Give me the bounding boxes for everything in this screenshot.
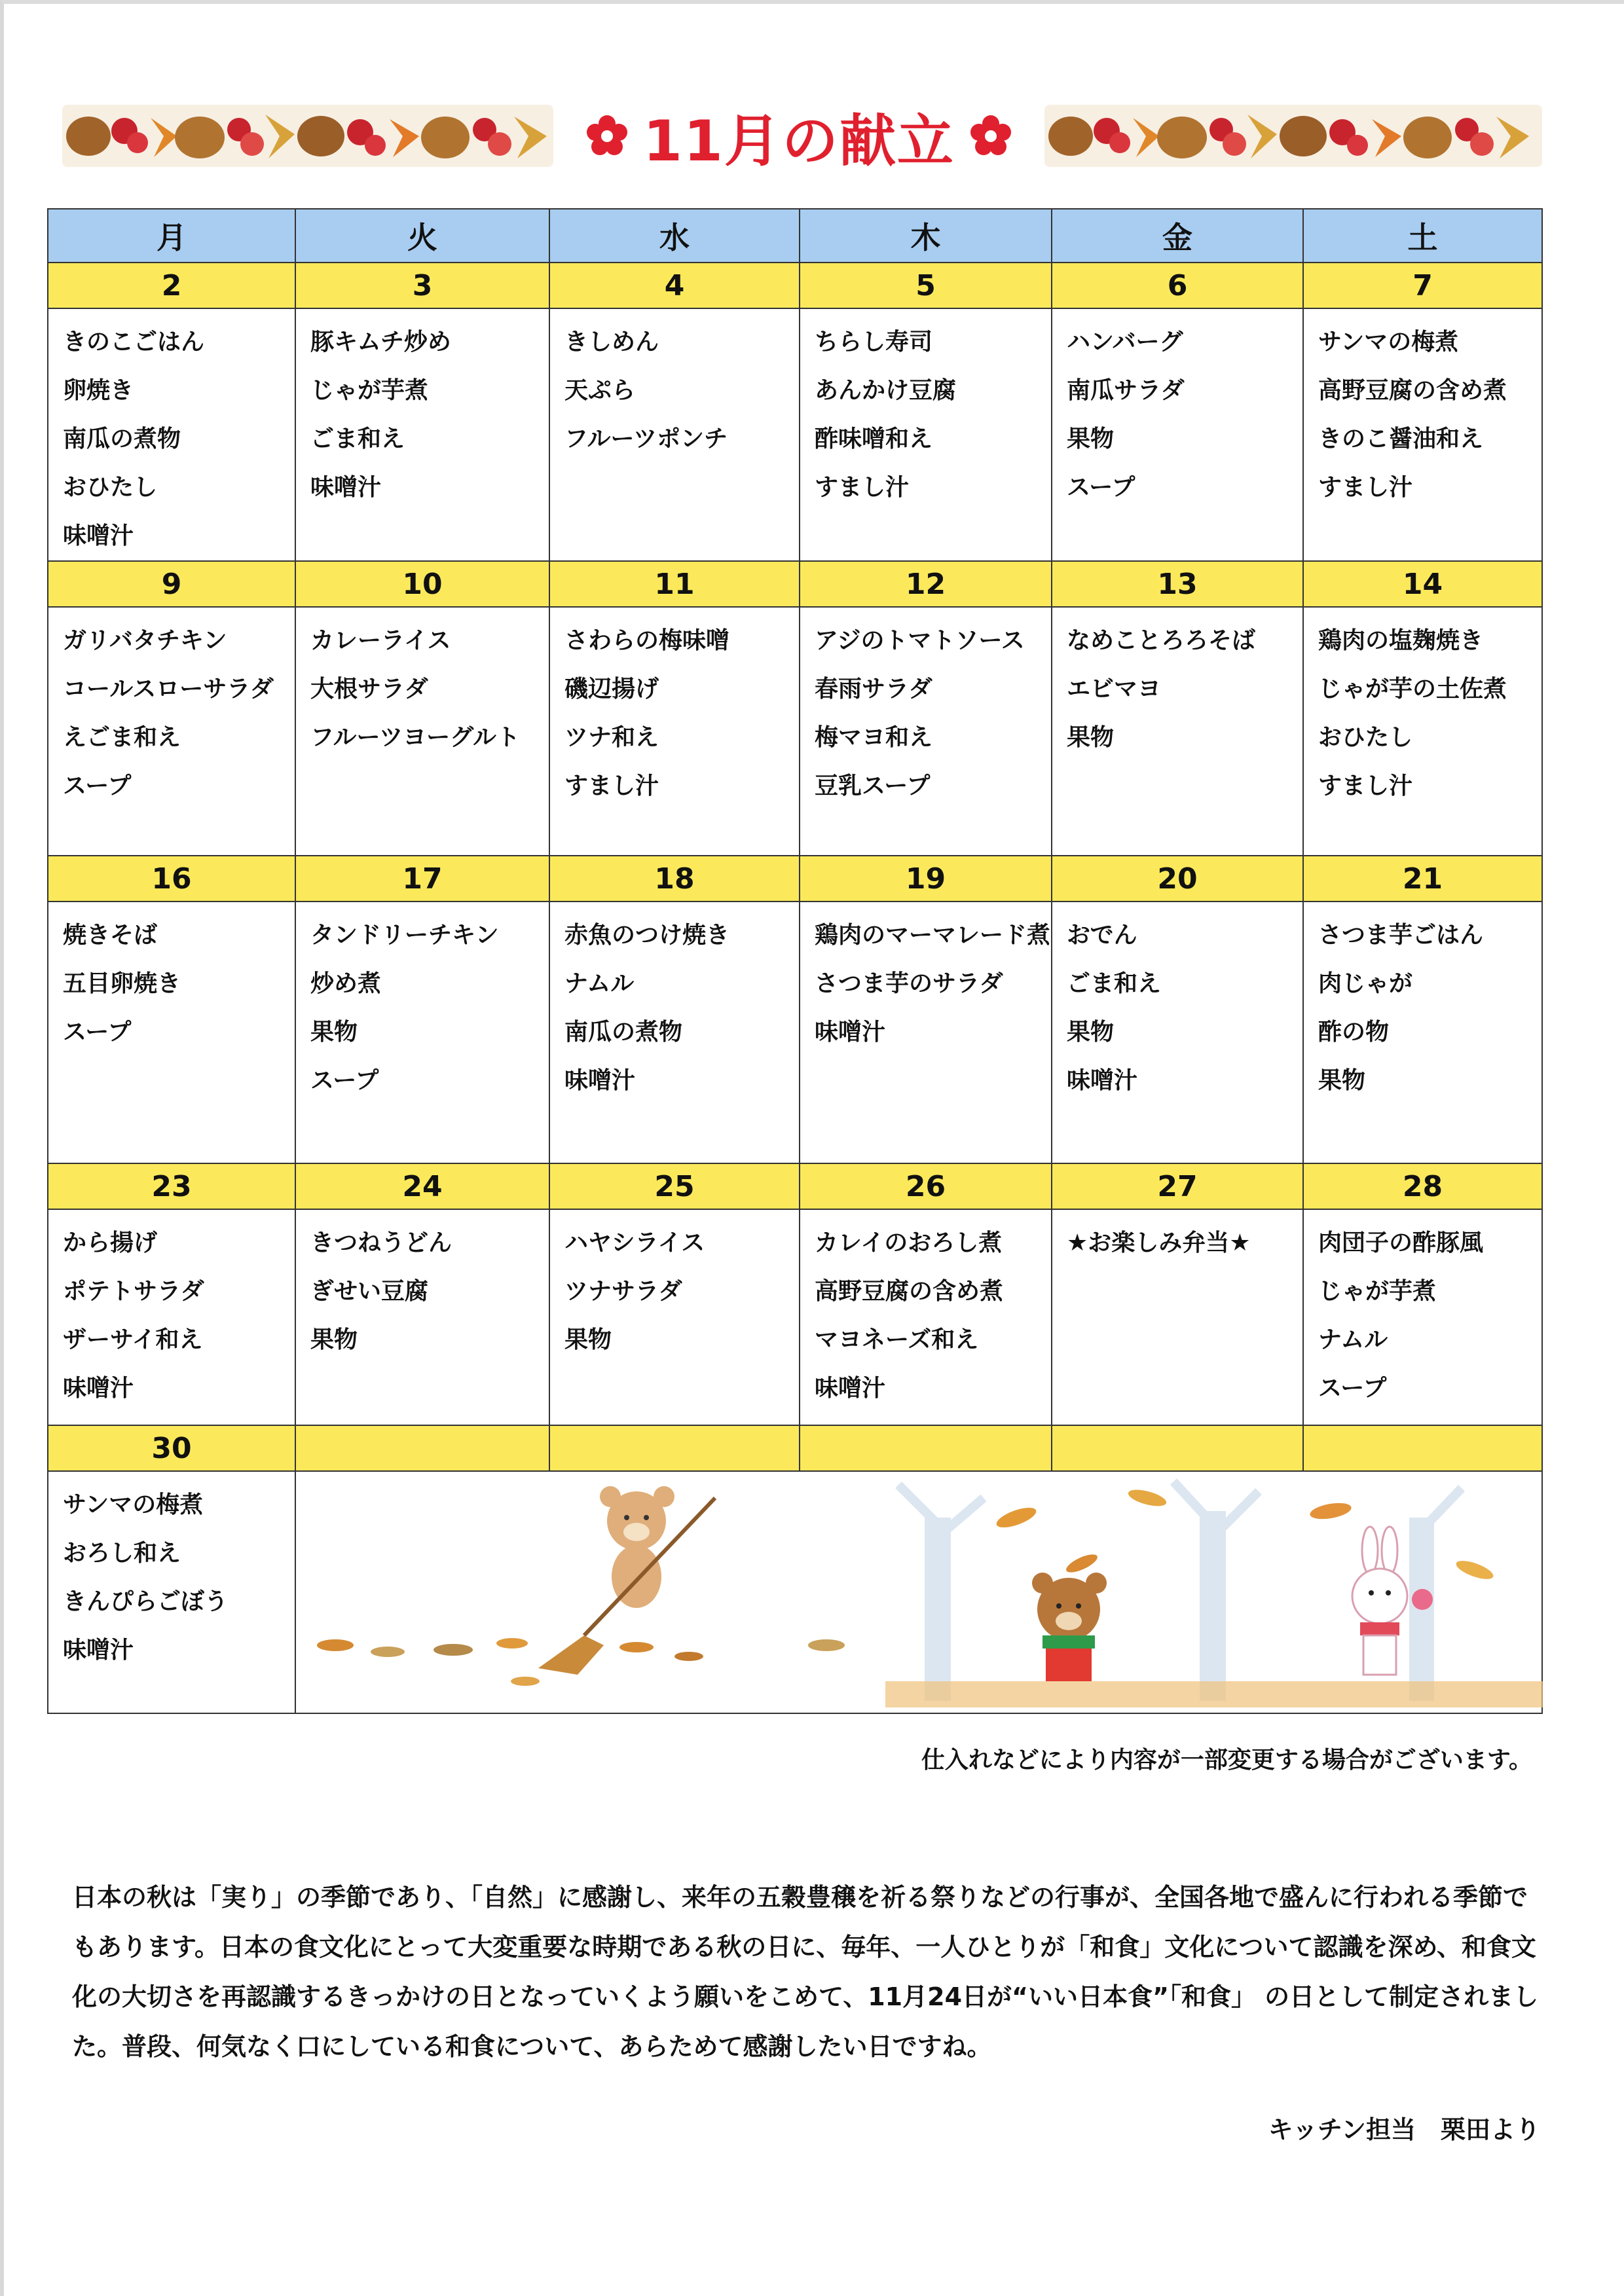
date-cell: 14 [1303,561,1542,607]
menu-item: 豆乳スープ [815,773,931,799]
menu-item: きつねうどん [310,1230,452,1256]
menu-item: ナムル [564,970,635,997]
menu-item: じゃが芋煮 [1318,1278,1437,1305]
menu-item: ぎせい豆腐 [310,1278,429,1305]
menu-cell [1303,902,1542,1163]
menu-cell [800,308,1052,561]
menu-item: 味噌汁 [310,474,382,501]
menu-item: 果物 [1067,1019,1115,1046]
weekday-tue: 火 [295,209,549,263]
menu-cell [1052,902,1303,1163]
menu-item: 豚キムチ炒め [310,329,451,355]
date-row [48,1163,1542,1209]
menu-item: ごま和え [1067,970,1162,997]
date-cell-empty [1303,1425,1542,1471]
menu-item: カレイのおろし煮 [815,1230,1003,1256]
menu-item: スープ [1318,1375,1387,1402]
menu-cell [48,1471,295,1713]
date-cell: 9 [48,561,295,607]
date-cell: 26 [800,1163,1052,1209]
menu-item: すまし汁 [1318,474,1413,501]
menu-cell [295,902,549,1163]
date-cell-empty [800,1425,1052,1471]
menu-item: すまし汁 [564,773,659,799]
menu-cell [549,902,800,1163]
menu-item: スープ [63,773,132,799]
menu-cell [549,308,800,561]
autumn-garland-right [1044,105,1542,167]
menu-item: 酢味噌和え [815,426,933,452]
washoku-message: 日本の秋は「実り」の季節であり、「自然」に感謝し、来年の五穀豊穣を祈る祭りなどの行事が、全国各地で盛んに行われる季節でもあります。日本の食文化にとって大変重要な時期である秋の日に、毎年、一人ひとりが「和食」文化について認識を深め、和食文化の大切さを再認識するきっかけの日となっていくよう願いをこめて、11月24日が“いい日本食”「和食」 の日として制定されました。普段、何気なく口にしている和食について、あらためて感謝したい日ですね。 [72,1883,1539,2061]
menu-item: じゃが芋の土佐煮 [1318,676,1507,702]
page-header [62,92,1542,180]
menu-item: じゃが芋煮 [310,377,429,404]
menu-item: 炒め煮 [310,970,382,997]
menu-item: ポテトサラダ [63,1278,204,1305]
menu-item: なめことろろそば [1067,627,1256,654]
date-cell-empty [295,1425,549,1471]
menu-item: 赤魚のつけ焼き [564,922,730,949]
date-cell: 21 [1303,856,1542,902]
date-cell: 30 [48,1425,295,1471]
menu-item: タンドリーチキン [310,922,499,949]
menu-item: きしめん [564,329,659,355]
date-cell: 17 [295,856,549,902]
autumn-garland-left [62,105,553,167]
menu-item: えごま和え [63,724,181,751]
menu-item: 味噌汁 [63,522,134,549]
autumn-illustration [296,1472,1543,1714]
menu-row [48,1209,1542,1425]
menu-item: おでん [1067,922,1137,949]
menu-item: スープ [1067,474,1135,501]
date-cell-empty [549,1425,800,1471]
menu-item: 果物 [1067,426,1115,452]
menu-cell [48,1209,295,1425]
menu-item: きんぴらごぼう [63,1588,229,1615]
menu-item: 肉団子の酢豚風 [1318,1230,1484,1256]
menu-item: ツナ和え [564,724,659,751]
menu-item: さつま芋のサラダ [815,970,1003,997]
menu-item: ちらし寿司 [815,329,933,355]
menu-item: アジのトマトソース [815,627,1025,654]
date-row [48,561,1542,607]
date-cell: 28 [1303,1163,1542,1209]
date-cell: 4 [549,263,800,308]
menu-item: 味噌汁 [63,1637,134,1664]
menu-item: ナムル [1318,1326,1388,1353]
menu-item: サンマの梅煮 [63,1491,204,1518]
menu-item: すまし汁 [1318,773,1413,799]
menu-cell [1303,607,1542,856]
bear-with-scarf [1032,1573,1107,1681]
menu-item: 高野豆腐の含め煮 [815,1278,1004,1305]
menu-item: カレーライス [310,627,451,654]
menu-item: 卵焼き [63,377,134,404]
weekday-sat: 土 [1303,209,1542,263]
weekday-mon: 月 [48,209,295,263]
date-cell: 24 [295,1163,549,1209]
menu-item: おひたし [1318,724,1413,751]
menu-item: 肉じゃが [1318,970,1413,997]
menu-item: エビマヨ [1067,676,1162,702]
menu-item: ザーサイ和え [63,1326,203,1353]
menu-cell [1052,308,1303,561]
menu-item: 酢の物 [1318,1019,1390,1046]
date-cell: 5 [800,263,1052,308]
weekday-thu: 木 [800,209,1052,263]
weekday-header-row [48,209,1542,263]
menu-item: 果物 [1318,1067,1366,1094]
leaf-pile [885,1681,1543,1707]
menu-cell [800,1209,1052,1425]
change-notice: 仕入れなどにより内容が一部変更する場合がございます。 [921,1747,1532,1774]
date-cell: 7 [1303,263,1542,308]
menu-item: コールスローサラダ [63,676,274,702]
date-cell: 19 [800,856,1052,902]
menu-cell [1052,1209,1303,1425]
menu-cell [295,308,549,561]
menu-item: 味噌汁 [815,1375,886,1402]
menu-item: ガリバタチキン [63,627,227,654]
menu-row [48,1471,1542,1713]
menu-row [48,308,1542,561]
date-cell: 23 [48,1163,295,1209]
page-title: 11月の献立 [643,108,955,174]
menu-item: フルーツポンチ [564,426,728,452]
menu-cell [800,607,1052,856]
menu-item: 味噌汁 [815,1019,886,1046]
menu-item: 果物 [310,1019,358,1046]
menu-cell [48,902,295,1163]
date-cell: 10 [295,561,549,607]
date-row [48,856,1542,902]
date-row [48,1425,1542,1471]
menu-item: ごま和え [310,426,405,452]
menu-item: ツナサラダ [564,1278,682,1305]
date-cell: 6 [1052,263,1303,308]
menu-cell [549,1209,800,1425]
date-cell: 2 [48,263,295,308]
autumn-illustration-cell [295,1471,1542,1713]
menu-item: さわらの梅味噌 [564,627,730,654]
menu-cell [1303,1209,1542,1425]
menu-item: ハンバーグ [1067,329,1183,355]
menu-item: 天ぷら [564,377,636,404]
menu-item: 大根サラダ [310,676,428,702]
menu-cell [800,902,1052,1163]
date-row [48,263,1542,308]
date-cell: 16 [48,856,295,902]
menu-item: 南瓜サラダ [1067,377,1185,404]
menu-item: ★お楽しみ弁当★ [1067,1230,1251,1256]
menu-item: あんかけ豆腐 [815,377,957,404]
menu-cell [1303,308,1542,561]
menu-item: おろし和え [63,1540,181,1567]
date-cell-empty [1052,1425,1303,1471]
signature: キッチン担当 栗田より [1268,2115,1540,2144]
menu-cell [48,308,295,561]
menu-item: 味噌汁 [564,1067,636,1094]
menu-cell [1052,607,1303,856]
menu-cell [48,607,295,856]
menu-item: 五目卵焼き [63,970,181,997]
menu-item: から揚げ [63,1230,158,1256]
menu-item: フルーツヨーグルト [310,724,521,751]
date-cell: 20 [1052,856,1303,902]
menu-item: 果物 [310,1326,358,1353]
menu-item: 南瓜の煮物 [63,426,181,452]
menu-item: 南瓜の煮物 [564,1019,683,1046]
menu-item: 鶏肉の塩麹焼き [1318,627,1484,654]
menu-item: きのこ醤油和え [1318,426,1484,452]
menu-row [48,902,1542,1163]
menu-item: きのこごはん [63,329,205,355]
menu-item: 梅マヨ和え [815,724,933,751]
flower-icon [968,113,1014,159]
date-cell: 11 [549,561,800,607]
date-cell: 13 [1052,561,1303,607]
menu-item: 果物 [1067,724,1115,751]
menu-cell [295,607,549,856]
date-cell: 18 [549,856,800,902]
date-cell: 12 [800,561,1052,607]
menu-item: 磯辺揚げ [564,676,659,702]
menu-item: 鶏肉のマーマレード煮 [815,922,1051,949]
menu-item: マヨネーズ和え [815,1326,979,1353]
menu-item: 高野豆腐の含め煮 [1318,377,1507,404]
menu-item: 果物 [564,1326,612,1353]
menu-calendar [47,208,1543,1714]
weekday-wed: 水 [549,209,800,263]
menu-item: スープ [310,1067,379,1094]
menu-row [48,607,1542,856]
weekday-fri: 金 [1052,209,1303,263]
title-area [560,92,1038,180]
date-cell: 25 [549,1163,800,1209]
menu-item: 味噌汁 [63,1375,134,1402]
menu-item: 味噌汁 [1067,1067,1138,1094]
flower-icon [584,113,630,159]
menu-cell [549,607,800,856]
menu-item: さつま芋ごはん [1318,922,1484,949]
menu-item: 春雨サラダ [815,676,932,702]
menu-item: ハヤシライス [564,1230,705,1256]
menu-cell [295,1209,549,1425]
menu-item: サンマの梅煮 [1318,329,1459,355]
menu-item: すまし汁 [815,474,910,501]
menu-item: おひたし [63,474,158,501]
date-cell: 27 [1052,1163,1303,1209]
date-cell: 3 [295,263,549,308]
menu-item: スープ [63,1019,132,1046]
menu-item: 焼きそば [63,922,158,949]
